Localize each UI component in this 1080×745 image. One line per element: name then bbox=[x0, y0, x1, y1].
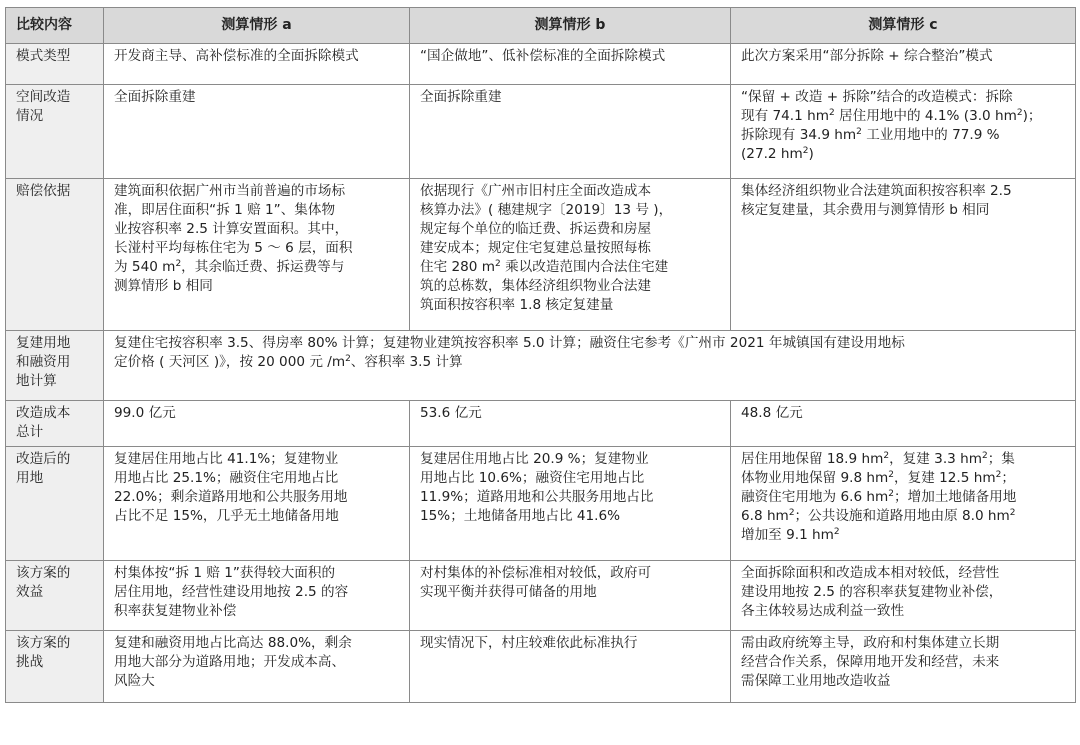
cell-a: 全面拆除重建 bbox=[114, 89, 196, 105]
row-land-calculation bbox=[6, 331, 1076, 401]
cell-c: 需由政府统筹主导，政府和村集体建立长期 经营合作关系，保障用地开发和经营，未来 需保障工业用地改造收益 bbox=[741, 635, 1000, 689]
row-label: 空间改造 情况 bbox=[16, 89, 71, 124]
row-total-cost bbox=[6, 401, 1076, 447]
cell-b: “国企做地”、低补偿标准的全面拆除模式 bbox=[420, 48, 666, 64]
cell-b: 对村集体的补偿标准相对较低，政府可 实现平衡并获得可储备的用地 bbox=[420, 565, 652, 600]
header-col-a: 测算情形 a bbox=[104, 8, 410, 44]
cell-c: 居住用地保留 18.9 $hm^2$，复建 3.3 $hm^2$；集 体物业用地保留 9.8 $hm^2$，复建 12.5 $hm^2$； 融资住宅用地为 6.6 $hm^2$；增加土地储备用地 6.8 $hm^2$；公共设施和道路用地由原 8.0 $hm^2$ 增加至 9.1 $hm^2$ bbox=[741, 451, 1017, 543]
row-label: 赔偿依据 bbox=[16, 183, 71, 199]
cell-b: 全面拆除重建 bbox=[420, 89, 502, 105]
cell-a: 复建和融资用地占比高达 88.0%，剩余 用地大部分为道路用地；开发成本高、 风险大 bbox=[114, 635, 352, 689]
cell-a: 村集体按“拆 1 赔 1”获得较大面积的 居住用地，经营性建设用地按 2.5 的容 积率获复建物业补偿 bbox=[114, 565, 349, 619]
cell-c: 48.8 亿元 bbox=[741, 405, 803, 421]
cell-c: 全面拆除面积和改造成本相对较低，经营性 建设用地按 2.5 的容积率获复建物业补偿， 各主体较易达成利益一致性 bbox=[741, 565, 1003, 619]
cell-c: 集体经济组织物业合法建筑面积按容积率 2.5 核定复建量，其余费用与测算情形 b 相同 bbox=[741, 183, 1012, 218]
comparison-table bbox=[5, 7, 1076, 703]
cell-a: 复建居住用地占比 41.1%；复建物业 用地占比 25.1%；融资住宅用地占比 22.0%；剩余道路用地和公共服务用地 占比不足 15%，几乎无土地储备用地 bbox=[114, 451, 348, 524]
cell-b: 复建居住用地占比 20.9 %；复建物业 用地占比 10.6%；融资住宅用地占比 11.9%；道路用地和公共服务用地占比 15%；土地储备用地占比 41.6% bbox=[420, 451, 654, 524]
row-challenges bbox=[6, 631, 1076, 703]
row-mode-type bbox=[6, 44, 1076, 85]
row-label: 模式类型 bbox=[16, 48, 71, 64]
row-space-renovation bbox=[6, 85, 1076, 179]
cell-span: 复建住宅按容积率 3.5、得房率 80% 计算；复建物业建筑按容积率 5.0 计算；融资住宅参考《广州市 2021 年城镇国有建设用地标 定价格 ( 天河区 )》，按 20 000 元 $/m^2$、容积率 3.5 计算 bbox=[114, 335, 905, 370]
cell-b: 依据现行《广州市旧村庄全面改造成本 核算办法》( 穗建规字〔2019〕13 号 )， 规定每个单位的临迁费、拆运费和房屋 建安成本；规定住宅复建总量按照每栋 住宅 280 $m^2$ 乘以改造范围内合法住宅建 筑的总栋数，集体经济组织物业合法建 筑面积按容积率 1.8 核定复建量 bbox=[420, 183, 673, 313]
header-row bbox=[6, 8, 1076, 44]
row-land-after-renovation bbox=[6, 447, 1076, 561]
row-label: 复建用地 和融资用 地计算 bbox=[16, 335, 71, 389]
cell-b: 现实情况下，村庄较难依此标准执行 bbox=[420, 635, 638, 651]
cell-a: 建筑面积依据广州市当前普遍的市场标 准，即居住面积“拆 1 赔 1”、集体物 业按容积率 2.5 计算安置面积。其中， 长湴村平均每栋住宅为 5 ～ 6 层，面积 为 540 $m^2$，其余临迁费、拆运费等与 测算情形 b 相同 bbox=[114, 183, 353, 294]
row-label: 改造后的 用地 bbox=[16, 451, 71, 486]
cell-a: 开发商主导、高补偿标准的全面拆除模式 bbox=[114, 48, 359, 64]
row-benefits bbox=[6, 561, 1076, 631]
cell-a: 99.0 亿元 bbox=[114, 405, 176, 421]
row-compensation-basis bbox=[6, 179, 1076, 331]
header-col-b: 测算情形 b bbox=[410, 8, 731, 44]
cell-b: 53.6 亿元 bbox=[420, 405, 482, 421]
row-label: 该方案的 效益 bbox=[16, 565, 71, 600]
header-col-c: 测算情形 c bbox=[731, 8, 1076, 44]
cell-c: “保留 + 改造 + 拆除”结合的改造模式：拆除 现有 74.1 $hm^2$ 居住用地中的 4.1% (3.0 $hm^2$)； 拆除现有 34.9 $hm^2$ 工业用地中的 77.9 % (27.2 $hm^2$) bbox=[741, 89, 1042, 162]
header-label: 比较内容 bbox=[6, 8, 104, 44]
cell-c: 此次方案采用“部分拆除 + 综合整治”模式 bbox=[741, 48, 993, 64]
row-label: 该方案的 挑战 bbox=[16, 635, 71, 670]
row-label: 改造成本 总计 bbox=[16, 405, 71, 440]
